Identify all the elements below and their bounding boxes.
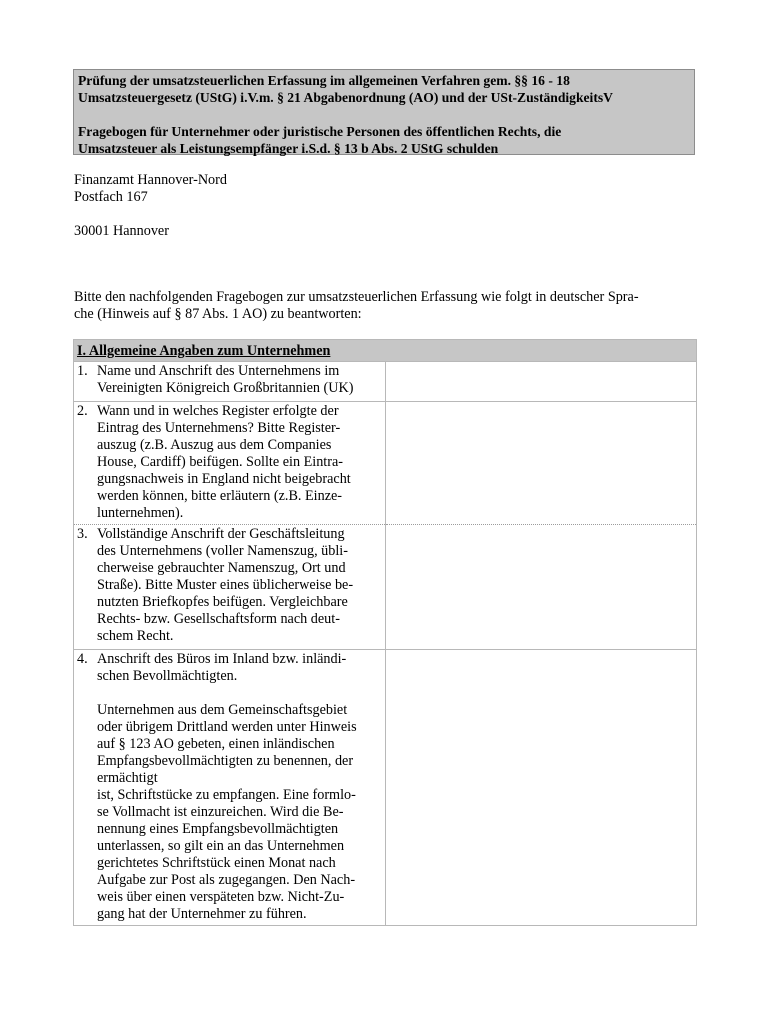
intro-line: Bitte den nachfolgenden Fragebogen zur umsatzsteuerlichen Erfassung wie folgt in deutscher Spra- (74, 289, 639, 305)
question-note-line: nennung eines Empfangsbevollmächtigten (97, 821, 339, 837)
recipient-address (74, 172, 227, 240)
header-subtitle-line: Fragebogen für Unternehmer oder juristische Personen des öffentlichen Rechts, die (78, 124, 562, 139)
postbox: Postfach 167 (74, 189, 148, 205)
question-note-line: Aufgabe zur Post als zugegangen. Den Nach- (97, 872, 356, 888)
question-cell (74, 650, 386, 926)
header-title-line: Umsatzsteuergesetz (UStG) i.V.m. § 21 Abgabenordnung (AO) und der USt-ZuständigkeitsV (78, 90, 613, 105)
question-line: lunternehmen). (97, 505, 184, 521)
question-number: 1. (77, 363, 88, 379)
question-line: des Unternehmens (voller Namenszug, übli- (97, 543, 348, 559)
question-line: nutzten Briefkopfes beifügen. Vergleichbare (97, 594, 348, 610)
question-line: Name und Anschrift des Unternehmens im (97, 363, 340, 379)
question-line: Vereinigten Königreich Großbritannien (UK) (97, 380, 354, 396)
question-note-line: ist, Schriftstücke zu empfangen. Eine formlo- (97, 787, 356, 803)
intro-line: che (Hinweis auf § 87 Abs. 1 AO) zu beantworten: (74, 306, 362, 322)
answer-field-2[interactable] (386, 402, 697, 525)
question-row-3 (74, 525, 697, 650)
question-note-line: oder übrigem Drittland werden unter Hinweis (97, 719, 357, 735)
questionnaire-table (73, 339, 697, 926)
question-note-line: unterlassen, so gilt ein an das Unternehmen (97, 838, 345, 854)
question-line: House, Cardiff) beifügen. Sollte ein Eintra- (97, 454, 343, 470)
question-note-line: ermächtigt (97, 770, 158, 786)
answer-field-1[interactable] (386, 362, 697, 402)
question-number: 4. (77, 651, 88, 667)
answer-field-4[interactable] (386, 650, 697, 926)
question-note-line: gerichtetes Schriftstück einen Monat nach (97, 855, 336, 871)
question-note-line: Empfangsbevollmächtigten zu benennen, der (97, 753, 354, 769)
question-line: Wann und in welches Register erfolgte der (97, 403, 339, 419)
form-header (73, 69, 695, 155)
header-title (78, 72, 690, 106)
question-line: schen Bevollmächtigten. (97, 668, 238, 684)
section-header-row (74, 340, 697, 362)
question-cell (74, 362, 386, 402)
question-line: Straße). Bitte Muster eines üblicherweise be- (97, 577, 354, 593)
question-line: werden können, bitte erläutern (z.B. Einze- (97, 488, 343, 504)
question-line: gungsnachweis in England nicht beigebracht (97, 471, 351, 487)
question-note-line: weis über einen verspäteten bzw. Nicht-Zu- (97, 889, 345, 905)
header-subtitle-line: Umsatzsteuer als Leistungsempfänger i.S.d. § 13 b Abs. 2 UStG schulden (78, 141, 499, 156)
header-title-line: Prüfung der umsatzsteuerlichen Erfassung im allgemeinen Verfahren gem. §§ 16 - 18 (78, 73, 570, 88)
question-line: Vollständige Anschrift der Geschäftsleitung (97, 526, 345, 542)
answer-field-3[interactable] (386, 525, 697, 650)
section-title-text: I. Allgemeine Angaben zum Unternehmen (77, 343, 331, 359)
question-cell (74, 402, 386, 525)
question-line: schem Recht. (97, 628, 174, 644)
header-subtitle (78, 123, 690, 157)
question-line: Anschrift des Büros im Inland bzw. inländi- (97, 651, 347, 667)
question-row-2 (74, 402, 697, 525)
question-line: cherweise gebrauchter Namenszug, Ort und (97, 560, 346, 576)
question-number: 2. (77, 403, 88, 419)
paragraph-gap (97, 685, 381, 702)
section-title (74, 340, 697, 362)
question-line: auszug (z.B. Auszug aus dem Companies (97, 437, 332, 453)
question-line: Eintrag des Unternehmens? Bitte Register- (97, 420, 341, 436)
city: 30001 Hannover (74, 223, 169, 239)
question-note-line: gang hat der Unternehmer zu führen. (97, 906, 307, 922)
question-note-line: auf § 123 AO gebeten, einen inländischen (97, 736, 335, 752)
office-name: Finanzamt Hannover-Nord (74, 172, 227, 188)
question-row-4 (74, 650, 697, 926)
question-cell (74, 525, 386, 650)
question-number: 3. (77, 526, 88, 542)
question-row-1 (74, 362, 697, 402)
question-note-line: Unternehmen aus dem Gemeinschaftsgebiet (97, 702, 348, 718)
intro-text (74, 289, 696, 323)
question-note-line: se Vollmacht ist einzureichen. Wird die Be- (97, 804, 344, 820)
question-line: Rechts- bzw. Gesellschaftsform nach deut- (97, 611, 340, 627)
